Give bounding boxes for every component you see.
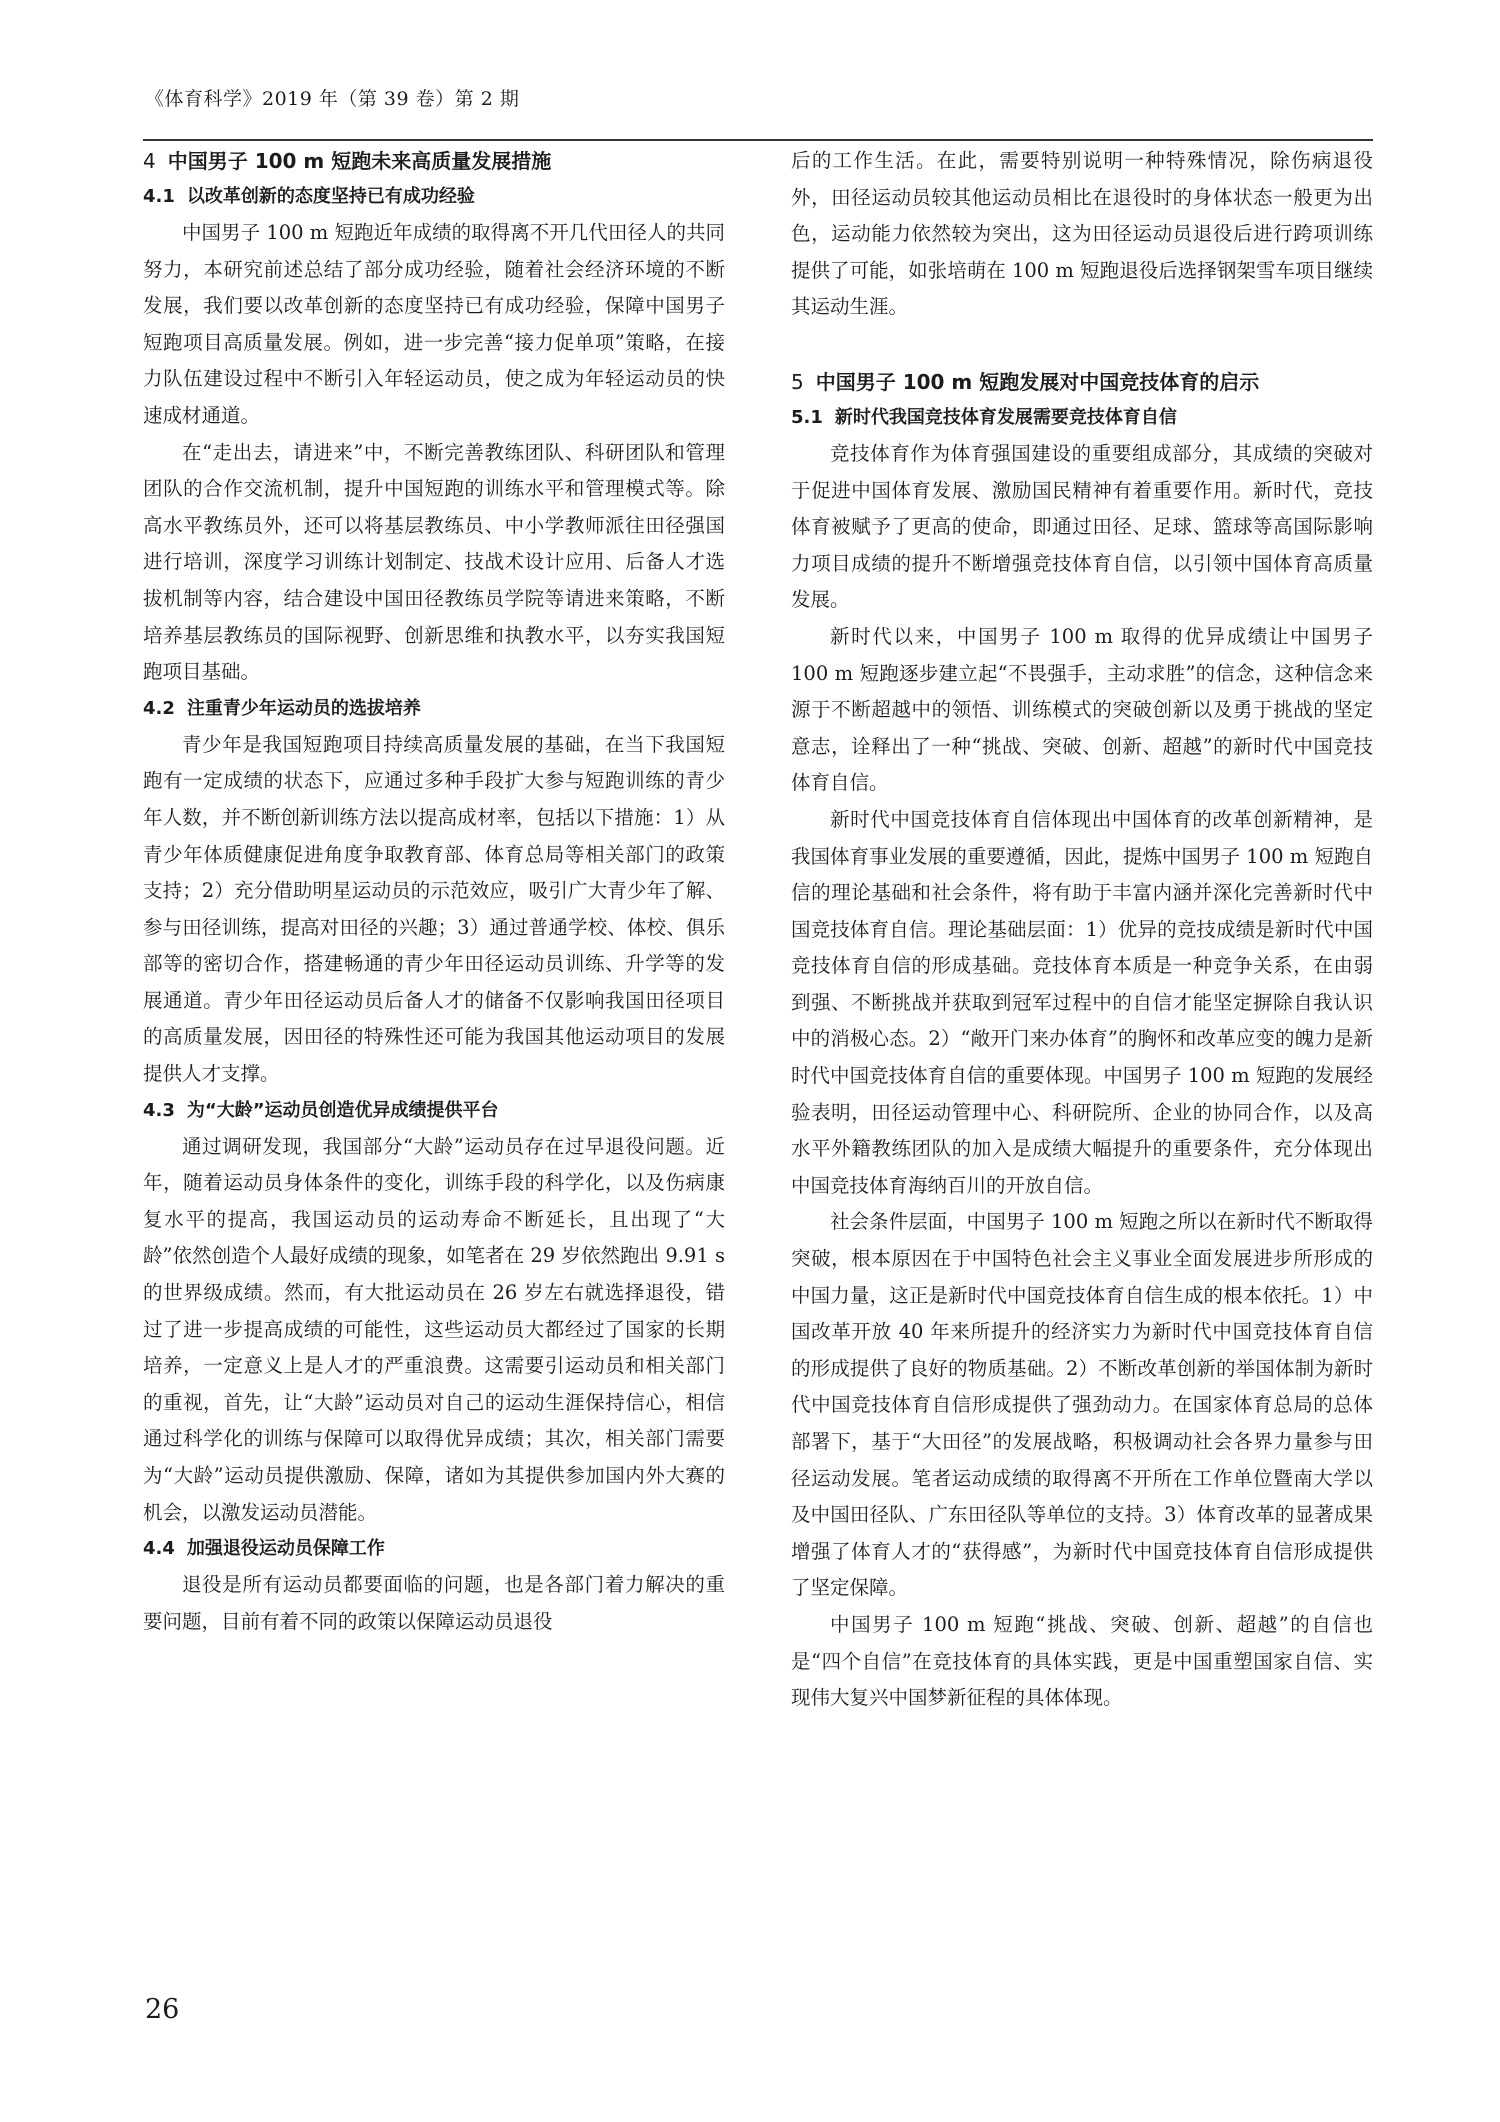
running-header: 《体育科学》2019 年（第 39 卷）第 2 期	[145, 88, 520, 110]
paragraph-4-4-1: 退役是所有运动员都要面临的问题，也是各部门着力解决的重要问题，目前有着不同的政策以保障运动员退役	[143, 1573, 725, 1633]
section-4-number: 4	[143, 149, 156, 173]
subsection-4-1-title-text: 以改革创新的态度坚持已有成功经验	[186, 186, 475, 207]
paragraph-4-1-2: 在“走出去，请进来”中，不断完善教练团队、科研团队和管理团队的合作交流机制，提升中国短跑的训练水平和管理模式等。除高水平教练员外，还可以将基层教练员、中小学教师派往田径强国进行培训，深度学习训练计划制定、技战术设计应用、后备人才选拔机制等内容，结合建设中国田径教练员学院等请进来策略，不断培养基层教练员的国际视野、创新思维和执教水平，以夯实我国短跑项目基础。	[143, 440, 725, 684]
paragraph-4-1-1: 中国男子 100 m 短跑近年成绩的取得离不开几代田径人的共同努力，本研究前述总结了部分成功经验，随着社会经济环境的不断发展，我们要以改革创新的态度坚持已有成功经验，保障中国男子短跑项目高质量发展。例如，进一步完善“接力促单项”策略，在接力队伍建设过程中不断引入年轻运动员，使之成为年轻运动员的快速成材通道。	[143, 221, 725, 427]
section-5-title	[791, 364, 1373, 400]
subsection-5-1-title-text: 新时代我国竞技体育发展需要竞技体育自信	[834, 406, 1177, 428]
subsection-4-2-title-text: 注重青少年运动员的选拔培养	[186, 697, 421, 719]
subsection-4-1-title	[143, 179, 725, 215]
section-4-title	[143, 143, 725, 179]
section-5-title-text: 中国男子 100 m 短跑发展对中国竞技体育的启示	[815, 369, 1260, 394]
subsection-4-1-number: 4.1	[143, 186, 175, 207]
section-4-title-text: 中国男子 100 m 短跑未来高质量发展措施	[167, 149, 552, 173]
paragraph-5-1-1: 竞技体育作为体育强国建设的重要组成部分，其成绩的突破对于促进中国体育发展、激励国民精神有着重要作用。新时代，竞技体育被赋予了更高的使命，即通过田径、足球、篮球等高国际影响力项目成绩的提升不断增强竞技体育自信，以引领中国体育高质量发展。	[791, 441, 1373, 612]
paragraph-5-1-5: 中国男子 100 m 短跑“挑战、突破、创新、超越”的自信也是“四个自信”在竞技体育的具体实践，更是中国重塑国家自信、实现伟大复兴中国梦新征程的具体体现。	[791, 1612, 1373, 1710]
paragraph-4-3-1: 通过调研发现，我国部分“大龄”运动员存在过早退役问题。近年，随着运动员身体条件的变化，训练手段的科学化，以及伤病康复水平的提高，我国运动员的运动寿命不断延长，且出现了“大龄”依然创造个人最好成绩的现象，如笔者在 29 岁依然跑出 9.91 s 的世界级成绩。然而，有大批运动员在 26 岁左右就选择退役，错过了进一步提高成绩的可能性，这些运动员大都经过了国家的长期培养，一定意义上是人才的严重浪费。这需要引运动员和相关部门的重视，首先，让“大龄”运动员对自己的运动生涯保持信心，相信通过科学化的训练与保障可以取得优异成绩；其次，相关部门需要为“大龄”运动员提供激励、保障，诸如为其提供参加国内外大赛的机会，以激发运动员潜能。	[143, 1134, 725, 1524]
page-number: 26	[145, 1994, 180, 2025]
paragraph-4-4-continued: 后的工作生活。在此，需要特别说明一种特殊情况，除伤病退役外，田径运动员较其他运动员相比在退役时的身体状态一般更为出色，运动能力依然较为突出，这为田径运动员退役后进行跨项训练提供了可能，如张培萌在 100 m 短跑退役后选择钢架雪车项目继续其运动生涯。	[791, 149, 1373, 319]
paragraph-5-1-4: 社会条件层面，中国男子 100 m 短跑之所以在新时代不断取得突破，根本原因在于中国特色社会主义事业全面发展进步所形成的中国力量，这正是新时代中国竞技体育自信生成的根本依托。1）中国改革开放 40 年来所提升的经济实力为新时代中国竞技体育自信的形成提供了良好的物质基础。2）不断改革创新的举国体制为新时代中国竞技体育自信形成提供了强劲动力。在国家体育总局的总体部署下，基于“大田径”的发展战略，积极调动社会各界力量参与田径运动发展。笔者运动成绩的取得离不开所在工作单位暨南大学以及中国田径队、广东田径队等单位的支持。3）体育改革的显著成果增强了体育人才的“获得感”，为新时代中国竞技体育自信形成提供了坚定保障。	[791, 1210, 1373, 1600]
subsection-4-3-number: 4.3	[143, 1099, 175, 1121]
subsection-4-3-title	[143, 1093, 725, 1129]
subsection-4-3-title-text: 为“大龄”运动员创造优异成绩提供平台	[186, 1099, 499, 1121]
paragraph-4-2-1: 青少年是我国短跑项目持续高质量发展的基础，在当下我国短跑有一定成绩的状态下，应通过多种手段扩大参与短跑训练的青少年人数，并不断创新训练方法以提高成材率，包括以下措施：1）从青少年体质健康促进角度争取教育部、体育总局等相关部门的政策支持；2）充分借助明星运动员的示范效应，吸引广大青少年了解、参与田径训练，提高对田径的兴趣；3）通过普通学校、体校、俱乐部等的密切合作，搭建畅通的青少年田径运动员训练、升学等的发展通道。青少年田径运动员后备人才的储备不仅影响我国田径项目的高质量发展，因田径的特殊性还可能为我国其他运动项目的发展提供人才支撑。	[143, 732, 725, 1086]
right-column	[791, 143, 1373, 1717]
subsection-4-4-title-text: 加强退役运动员保障工作	[186, 1538, 385, 1560]
section-gap	[791, 326, 1373, 364]
section-5-number: 5	[791, 369, 804, 394]
subsection-4-2-title	[143, 691, 725, 727]
subsection-4-4-title	[143, 1531, 725, 1567]
left-column	[143, 143, 725, 1640]
subsection-5-1-title	[791, 400, 1373, 436]
subsection-5-1-number: 5.1	[791, 406, 823, 428]
paragraph-5-1-2: 新时代以来，中国男子 100 m 取得的优异成绩让中国男子 100 m 短跑逐步建立起“不畏强手，主动求胜”的信念，这种信念来源于不断超越中的领悟、训练模式的突破创新以及勇于挑战的坚定意志，诠释出了一种“挑战、突破、创新、超越”的新时代中国竞技体育自信。	[791, 624, 1373, 795]
header-rule	[143, 139, 1373, 141]
paragraph-5-1-3: 新时代中国竞技体育自信体现出中国体育的改革创新精神，是我国体育事业发展的重要遵循，因此，提炼中国男子 100 m 短跑自信的理论基础和社会条件，将有助于丰富内涵并深化完善新时代中国竞技体育自信。理论基础层面：1）优异的竞技成绩是新时代中国竞技体育自信的形成基础。竞技体育本质是一种竞争关系，在由弱到强、不断挑战并获取到冠军过程中的自信才能坚定摒除自我认识中的消极心态。2）“敞开门来办体育”的胸怀和改革应变的魄力是新时代中国竞技体育自信的重要体现。中国男子 100 m 短跑的发展经验表明，田径运动管理中心、科研院所、企业的协同合作，以及高水平外籍教练团队的加入是成绩大幅提升的重要条件，充分体现出中国竞技体育海纳百川的开放自信。	[791, 807, 1373, 1197]
subsection-4-2-number: 4.2	[143, 697, 175, 719]
subsection-4-4-number: 4.4	[143, 1538, 175, 1560]
